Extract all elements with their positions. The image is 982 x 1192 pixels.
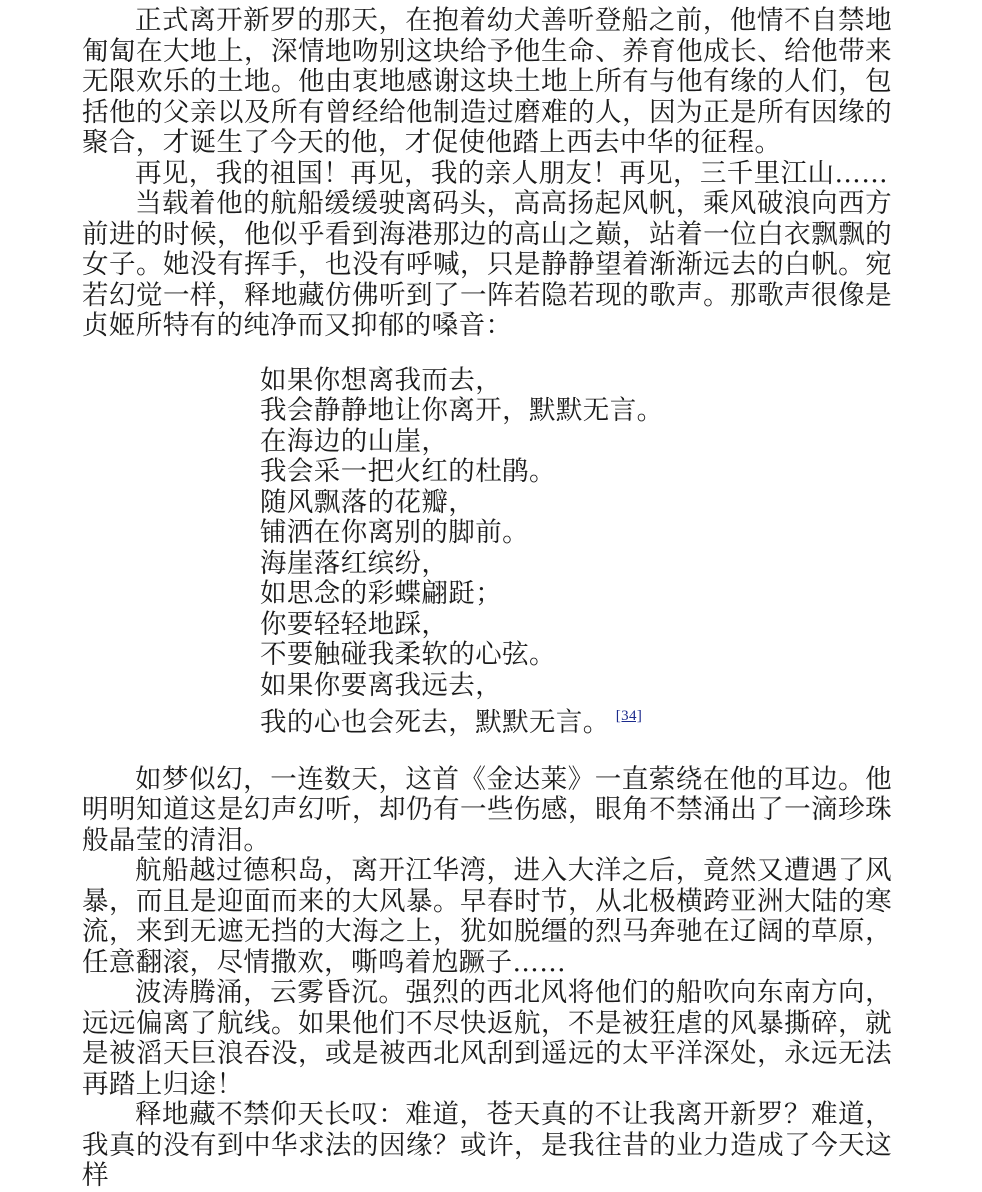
poem-line: 在海边的山崖， — [260, 425, 449, 457]
poem-line: 铺洒在你离别的脚前。 — [260, 517, 529, 548]
poem-line-text: 我的心也会死去，默默无言。 — [260, 707, 610, 738]
paragraph-white-figure: 当载着他的航船缓缓驶离码头，高高扬起风帆，乘风破浪向西方前进的时候，他似乎看到海港那边的高山之巅，站着一位白衣飘飘的女子。她没有挥手，也没有呼喊，只是静静望着渐渐远去的白帆。宛若幻觉一样，释地藏仿佛听到了一阵若隐若现的歌声。那歌声很像是贞姬所特有的纯净而又抑郁的嗓音： — [82, 188, 892, 341]
poem-last-line — [260, 701, 892, 739]
poem-line: 我会静静地让你离开，默默无言。 — [260, 395, 664, 426]
footnote-link[interactable]: [34] — [615, 708, 643, 724]
poem-line: 如思念的彩蝶翩跹； — [260, 578, 503, 609]
poem-line: 海崖落红缤纷， — [260, 547, 449, 579]
paragraph-departure: 正式离开新罗的那天，在抱着幼犬善听登船之前，他情不自禁地匍匐在大地上，深情地吻别这块给予他生命、养育他成长、给他带来无限欢乐的土地。他由衷地感谢这块土地上所有与他有缘的人们，包括他的父亲以及所有曾经给他制造过磨难的人，因为正是所有因缘的聚合，才诞生了今天的他，才促使他踏上西去中华的征程。 — [82, 5, 892, 158]
paragraph-storm: 航船越过德积岛，离开江华湾，进入大洋之后，竟然又遭遇了风暴，而且是迎面而来的大风暴。早春时节，从北极横跨亚洲大陆的寒流，来到无遮无挡的大海之上，犹如脱缰的烈马奔驰在辽阔的草原，任意翻滚，尽情撒欢，嘶鸣着尥蹶子…… — [82, 855, 892, 978]
paragraph-waves: 波涛腾涌，云雾昏沉。强烈的西北风将他们的船吹向东南方向，远远偏离了航线。如果他们不尽快返航，不是被狂虐的风暴撕碎，就是被滔天巨浪吞没，或是被西北风刮到遥远的太平洋深处，永远无法再踏上归途！ — [82, 977, 892, 1100]
poem-block — [260, 366, 892, 739]
poem-line: 如果你想离我而去， — [260, 364, 503, 396]
poem-line: 我会采一把火红的杜鹃。 — [260, 456, 556, 487]
poem-line: 随风飘落的花瓣， — [260, 486, 476, 518]
paragraph-dream: 如梦似幻，一连数天，这首《金达莱》一直萦绕在他的耳边。他明明知道这是幻声幻听，却仍有一些伤感，眼角不禁涌出了一滴珍珠般晶莹的清泪。 — [82, 763, 892, 856]
poem-line: 不要触碰我柔软的心弦。 — [260, 639, 556, 670]
paragraph-farewell: 再见，我的祖国！再见，我的亲人朋友！再见，三千里江山…… — [135, 157, 889, 189]
book-page — [82, 6, 892, 1192]
paragraph-sigh: 释地藏不禁仰天长叹：难道，苍天真的不让我离开新罗？难道，我真的没有到中华求法的因缘？或许，是我往昔的业力造成了今天这样 — [82, 1099, 892, 1191]
poem-line: 如果你要离我远去， — [260, 669, 503, 701]
poem-line: 你要轻轻地踩， — [260, 608, 449, 640]
